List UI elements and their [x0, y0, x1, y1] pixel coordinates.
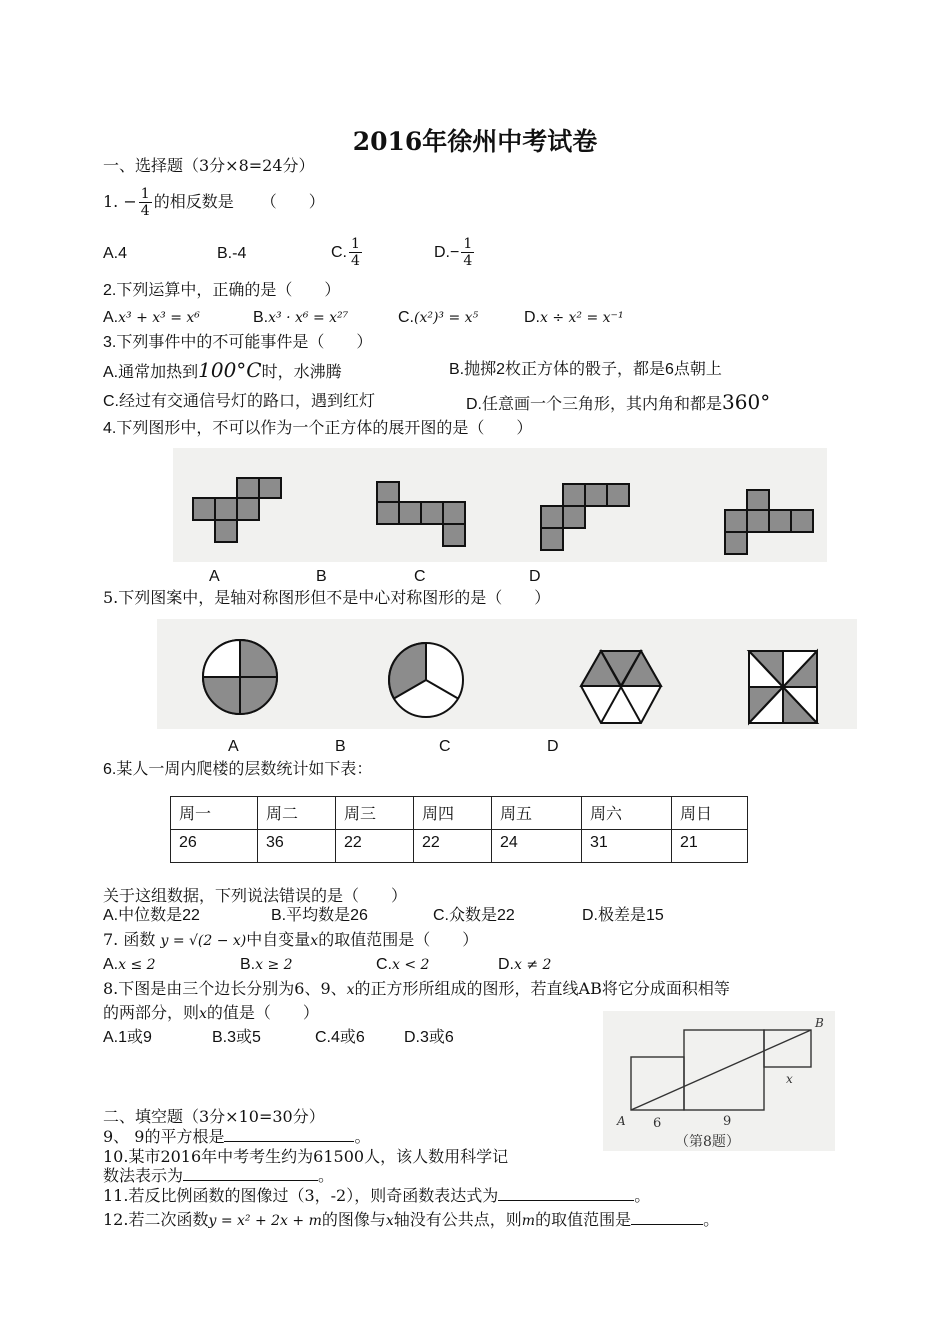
q12-text1: 12.若二次函数 [103, 1210, 209, 1229]
question-8-line1 [103, 979, 730, 1000]
q2-option-b [253, 308, 348, 328]
q2-option-c [398, 308, 478, 328]
q6-header-cell: 周日 [672, 797, 748, 830]
q6-header-cell: 周二 [258, 797, 336, 830]
q8-caption: （第8题） [675, 1134, 740, 1150]
q7-b-label: B. [240, 956, 256, 973]
q1-option-a: A.4 [103, 245, 128, 262]
q10-end: 。 [318, 1166, 335, 1185]
q6-header-cell: 周五 [492, 797, 582, 830]
q6-value-cell: 24 [492, 830, 582, 863]
q5-label-b: B [335, 738, 346, 755]
q1-option-d-label: D.− [434, 244, 460, 261]
net-d-cell [747, 490, 769, 510]
q8-figure [603, 1011, 835, 1151]
q6-value-cell: 22 [414, 830, 492, 863]
net-a-cell [215, 520, 237, 542]
q2-option-d [524, 308, 624, 328]
q7-c-expr: x < 2 [392, 957, 430, 973]
q1-c-den: 4 [351, 253, 360, 270]
q3-d-text: D.任意画一个三角形，其内角和都是 [466, 396, 723, 413]
pattern-a [203, 640, 277, 714]
q7-option-b [240, 955, 293, 975]
q1-option-c [331, 232, 364, 274]
q6-question: 关于这组数据，下列说法错误的是（ ） [103, 886, 408, 905]
question-11 [103, 1186, 650, 1206]
q1-option-d [434, 232, 476, 274]
q6-table [170, 796, 748, 863]
q8-square-6 [631, 1057, 684, 1110]
q9-answer-blank[interactable] [224, 1127, 354, 1142]
q8-var: x [346, 982, 355, 998]
q8-option-b: B.3或5 [212, 1029, 261, 1046]
net-c-cell [541, 528, 563, 550]
q3-option-c: C.经过有交通信号灯的路口，遇到红灯 [103, 393, 376, 410]
question-10-line2 [103, 1166, 334, 1186]
question-7 [103, 930, 478, 951]
q12-answer-blank[interactable] [631, 1210, 703, 1225]
q7-a-expr: x ≤ 2 [118, 957, 156, 973]
q1-frac-num: 1 [140, 186, 150, 202]
q8-text3: 的两部分，则 [103, 1003, 200, 1022]
net-a-cell [237, 498, 259, 520]
q6-value-cell: 21 [672, 830, 748, 863]
q8-label-6: 6 [653, 1116, 662, 1131]
q4-nets-svg [173, 448, 827, 562]
q9-end: 。 [354, 1127, 371, 1146]
q7-option-a [103, 955, 156, 975]
net-a-cell [259, 478, 281, 498]
q5-label-c: C [439, 738, 451, 755]
q2-b-expr: x³ · x⁶ = x²⁷ [268, 310, 349, 326]
question-10-line1: 10.某市2016年中考考生约为61500人，该人数用科学记 [103, 1147, 509, 1166]
net-a-cell [215, 498, 237, 520]
question-12 [103, 1210, 719, 1231]
q7-var: x [310, 933, 319, 949]
q8-label-a: A [617, 1114, 626, 1128]
q8-label-9: 9 [723, 1114, 732, 1129]
q11-text: 11.若反比例函数的图像过（3，-2），则奇函数表达式为 [103, 1186, 499, 1205]
q7-expr: y = √(2 − x) [160, 933, 247, 949]
q7-b-expr: x ≥ 2 [255, 957, 293, 973]
q12-end: 。 [703, 1210, 720, 1229]
q11-end: 。 [634, 1186, 651, 1205]
q1-option-b: B.-4 [217, 245, 247, 262]
q12-text3: 轴没有公共点，则 [393, 1210, 522, 1229]
q1-number: 1. [103, 192, 119, 211]
q3-a-text2: 时，水沸腾 [261, 364, 342, 381]
net-d-cell [769, 510, 791, 532]
q4-label-b: B [316, 568, 327, 585]
q3-option-a [103, 360, 342, 383]
q5-label-a: A [228, 738, 239, 755]
q7-c-label: C. [376, 956, 392, 973]
q2-d-expr: x ÷ x² = x⁻¹ [540, 310, 624, 326]
question-9 [103, 1127, 370, 1147]
question-3: 3.下列事件中的不可能事件是（ ） [103, 334, 373, 351]
q1-frac-den: 4 [140, 203, 150, 219]
question-6: 6.某人一周内爬楼的层数统计如下表： [103, 761, 373, 778]
q6-option-a: A.中位数是22 [103, 907, 200, 924]
q12-var2: m [521, 1213, 536, 1229]
net-b-cell [421, 502, 443, 524]
q6-value-cell: 22 [336, 830, 414, 863]
q7-text2: 中自变量 [246, 930, 311, 949]
q7-option-d [498, 955, 551, 975]
q11-answer-blank[interactable] [498, 1186, 634, 1201]
q8-line-ab [631, 1030, 811, 1110]
q5-label-d: D [547, 738, 559, 755]
question-5: 5.下列图案中，是轴对称图形但不是中心对称图形的是（ ） [103, 588, 551, 607]
question-4: 4.下列图形中，不可以作为一个正方体的展开图的是（ ） [103, 420, 533, 437]
q6-value-cell: 31 [582, 830, 672, 863]
q6-header-cell: 周三 [336, 797, 414, 830]
q2-a-expr: x³ + x³ = x⁶ [118, 310, 200, 326]
q8-square-9 [684, 1030, 764, 1110]
q1-option-c-fraction [349, 236, 362, 269]
q6-option-d: D.极差是15 [582, 907, 664, 924]
question-2: 2.下列运算中，正确的是（ ） [103, 282, 341, 299]
q8-var-2: x [199, 1006, 207, 1022]
q3-option-d [466, 392, 770, 415]
question-8-line2 [103, 1003, 319, 1024]
q7-option-c [376, 955, 429, 975]
q10-answer-blank[interactable] [183, 1166, 318, 1181]
q2-a-label: A. [103, 309, 119, 326]
q6-value-cell: 36 [258, 830, 336, 863]
pattern-d [749, 651, 817, 723]
net-d-cell [791, 510, 813, 532]
q6-header-cell: 周四 [414, 797, 492, 830]
q4-label-c: C [414, 568, 426, 585]
q8-option-c: C.4或6 [315, 1029, 365, 1046]
q5-figure [157, 619, 857, 729]
q3-d-value: 360° [722, 390, 771, 414]
net-d-cell [747, 510, 769, 532]
q2-c-label: C. [398, 309, 414, 326]
q7-text1: 7. 函数 [103, 930, 156, 949]
q8-label-x: x [786, 1072, 793, 1086]
q6-header-cell: 周六 [582, 797, 672, 830]
q1-text: 的相反数是 [153, 192, 234, 211]
q12-text4: 的取值范围是 [535, 1210, 632, 1229]
q2-c-expr: (x²)³ = x⁵ [414, 310, 479, 326]
pattern-b [389, 643, 463, 717]
q3-a-value: 100°C [198, 358, 262, 382]
q2-option-a [103, 308, 200, 328]
net-a-cell [193, 498, 215, 520]
q7-a-label: A. [103, 956, 119, 973]
q7-d-label: D. [498, 956, 514, 973]
net-d-cell [725, 510, 747, 532]
net-c-cell [563, 506, 585, 528]
q5-patterns-svg [157, 619, 857, 729]
q6-header-row [171, 797, 748, 830]
net-b-cell [399, 502, 421, 524]
net-b-cell [443, 502, 465, 524]
q4-label-a: A [209, 568, 220, 585]
net-b-cell [377, 482, 399, 502]
q4-figure [173, 448, 827, 562]
q8-text1: 8.下图是由三个边长分别为6、9、 [103, 979, 347, 998]
q2-d-label: D. [524, 309, 540, 326]
q6-value-cell: 26 [171, 830, 258, 863]
q1-d-num: 1 [463, 236, 473, 253]
section-1-heading: 一、选择题（3分×8=24分） [103, 156, 315, 175]
net-d-cell [725, 532, 747, 554]
q4-label-d: D [529, 568, 541, 585]
net-b-cell [443, 524, 465, 546]
q1-paren: （ ） [260, 192, 325, 211]
q1-option-d-fraction [461, 236, 474, 269]
q7-d-expr: x ≠ 2 [514, 957, 552, 973]
q2-b-label: B. [253, 309, 269, 326]
q6-option-c: C.众数是22 [433, 907, 515, 924]
q1-sign: − [123, 192, 137, 211]
question-1 [103, 185, 325, 221]
q12-expr: y = x² + 2x + m [208, 1213, 322, 1229]
q1-c-num: 1 [351, 236, 360, 253]
page-title: 2016年徐州中考试卷 [352, 127, 598, 156]
q9-text: 9、 9的平方根是 [103, 1127, 225, 1146]
net-c-cell [607, 484, 629, 506]
q8-text4: 的值是（ ） [206, 1003, 319, 1022]
q8-squares-svg [603, 1011, 835, 1151]
q1-d-den: 4 [463, 253, 473, 270]
q8-option-d: D.3或6 [404, 1029, 454, 1046]
q8-option-a: A.1或9 [103, 1029, 152, 1046]
q3-option-b: B.抛掷2枚正方体的骰子，都是6点朝上 [449, 361, 722, 378]
net-c-cell [563, 484, 585, 506]
q6-value-row [171, 830, 748, 863]
net-a-cell [237, 478, 259, 498]
pattern-c [581, 651, 661, 723]
q8-label-b: B [815, 1016, 824, 1030]
q6-header-cell: 周一 [171, 797, 258, 830]
q12-var: x [385, 1213, 394, 1229]
net-c-cell [585, 484, 607, 506]
q6-option-b: B.平均数是26 [271, 907, 368, 924]
q3-a-text1: A.通常加热到 [103, 364, 199, 381]
q12-text2: 的图像与 [321, 1210, 386, 1229]
q7-text3: 的取值范围是（ ） [318, 930, 479, 949]
q8-text2: 的正方形所组成的图形，若直线AB将它分成面积相等 [354, 979, 730, 998]
q1-option-c-label: C. [331, 244, 347, 261]
q1-fraction [139, 186, 152, 219]
net-c-cell [541, 506, 563, 528]
net-b-cell [377, 502, 399, 524]
section-2-heading: 二、填空题（3分×10=30分） [103, 1107, 325, 1126]
q10-text: 数法表示为 [103, 1166, 184, 1185]
